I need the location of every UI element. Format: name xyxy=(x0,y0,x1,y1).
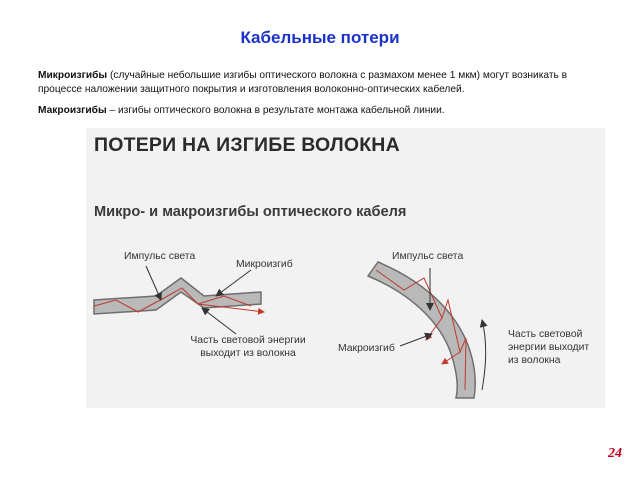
leak-label-left xyxy=(178,334,318,360)
macrobend-fiber xyxy=(368,262,475,398)
slide-title: Кабельные потери xyxy=(240,28,400,47)
pulse-label-right: Импульс света xyxy=(392,251,464,262)
bend-loss-figure xyxy=(86,128,605,408)
pulse-pointer-left xyxy=(146,266,161,300)
leak-label-left-line-2: выходит из волокна xyxy=(200,348,296,359)
figure-subtitle: Микро- и макроизгибы оптического кабеля xyxy=(94,204,407,220)
macrobend-term: Макроизгибы xyxy=(38,105,107,116)
microbend-label: Микроизгиб xyxy=(236,259,293,270)
leak-label-right-line-3: из волокна xyxy=(508,355,561,366)
macrobend-pointer xyxy=(400,334,432,346)
macrobend-outer-arc xyxy=(482,320,486,390)
figure-title: ПОТЕРИ НА ИЗГИБЕ ВОЛОКНА xyxy=(94,134,400,156)
leak-label-right-line-2: энергии выходит xyxy=(508,342,590,353)
leak-label-right xyxy=(508,328,589,367)
microbend-paragraph xyxy=(38,69,608,97)
macrobend-paragraph xyxy=(38,104,608,118)
leak-pointer-left xyxy=(202,308,236,334)
macrobend-description: – изгибы оптического волокна в результате монтажа кабельной линии. xyxy=(106,105,445,116)
page-number: 24 xyxy=(608,446,622,461)
microbend-description: (случайные небольшие изгибы оптического волокна с размахом менее 1 мкм) могут возникать в процессе наложении защитного покрытия и изготовления волоконно-оптических кабелей. xyxy=(38,70,568,95)
macrobend-label: Макроизгиб xyxy=(338,343,395,354)
microbend-term: Микроизгибы xyxy=(38,70,108,81)
pulse-label-left: Импульс света xyxy=(124,251,196,262)
microbend-pointer xyxy=(216,270,251,296)
leak-label-right-line-1: Часть световой xyxy=(508,329,583,340)
leak-label-left-line-1: Часть световой энергии xyxy=(190,335,306,346)
